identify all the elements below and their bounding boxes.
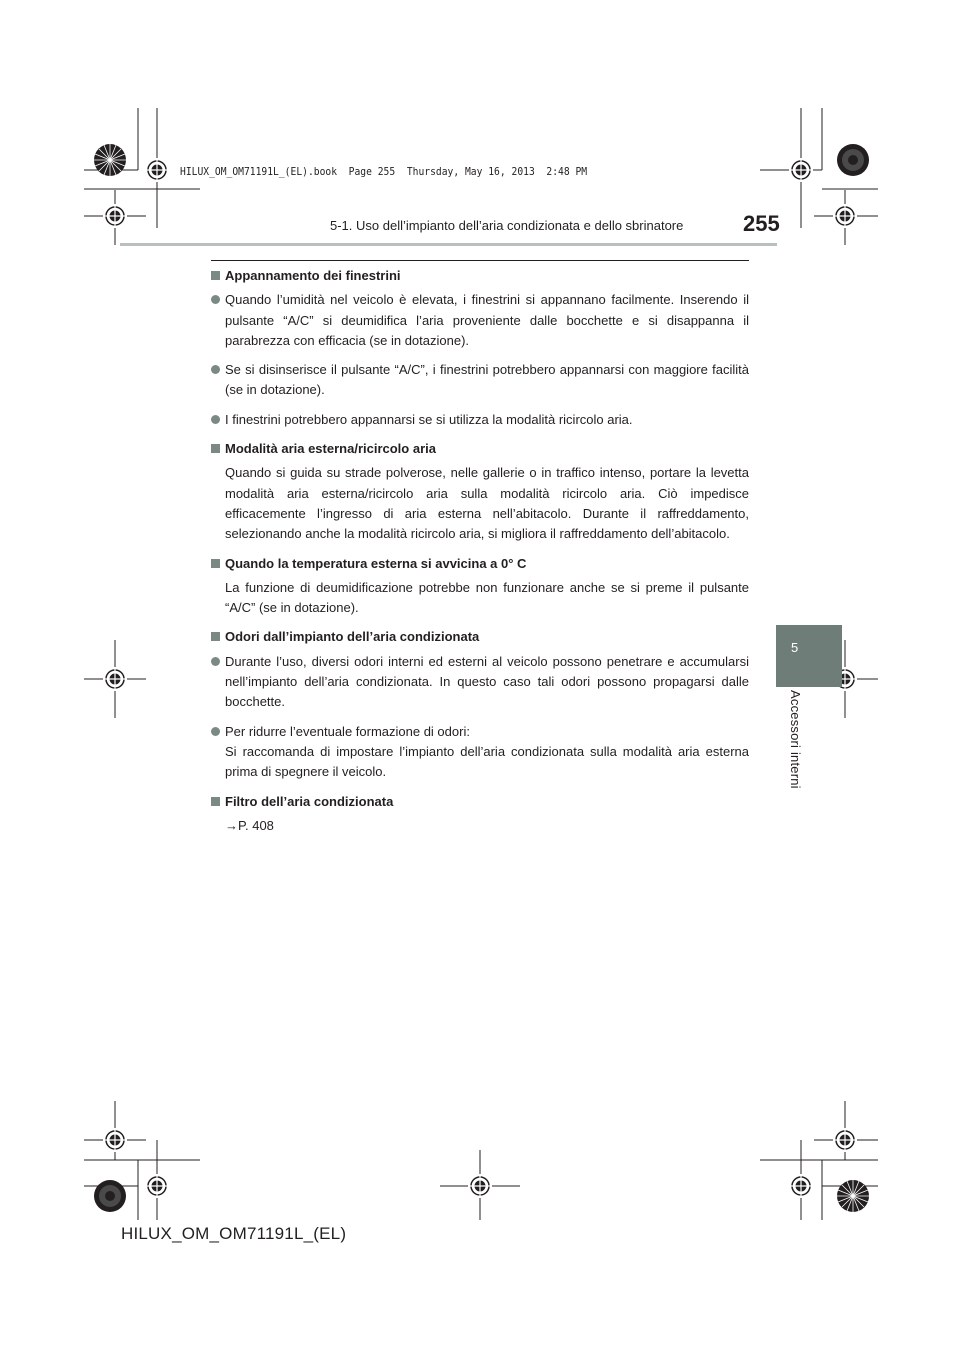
round-bullet-icon	[211, 415, 220, 424]
chapter-label: Accessori interni	[788, 690, 803, 789]
square-bullet-icon	[211, 559, 220, 568]
bullet-item: Per ridurre l’eventuale formazione di odori: Si raccomanda di impostare l’impianto dell’aria condizionata sulla modalità aria esterna prima di spegnere il veicolo.	[211, 722, 749, 783]
paragraph: Quando si guida su strade polverose, nelle gallerie o in traffico intenso, portare la levetta modalità aria esterna/ricircolo aria sulla modalità ricircolo aria. Ciò impedisce efficacemente l’ingresso di aria esterna nell’abitacolo. Durante il raffreddamento, selezionando anche la modalità ricircolo aria, si migliora il raffreddamento dell’abitacolo.	[225, 465, 749, 542]
section-heading: Modalità aria esterna/ricircolo aria	[211, 439, 749, 459]
page-reference: →P. 408	[225, 817, 274, 833]
content-top-rule	[211, 260, 749, 261]
paragraph: La funzione di deumidificazione potrebbe non funzionare anche se si preme il pulsante “A/C” (se in dotazione).	[225, 579, 749, 616]
round-bullet-icon	[211, 295, 220, 304]
bullet-item: Quando l’umidità nel veicolo è elevata, i finestrini si appannano facilmente. Inserendo il pulsante “A/C” si deumidifica l’aria proveniente dalle bocchette e si disappanna il parabrezza con efficacia (se in dotazione).	[211, 290, 749, 351]
crosshair-target-icon	[789, 158, 813, 182]
section-heading: Appannamento dei finestrini	[211, 266, 749, 286]
header-divider	[120, 243, 777, 246]
section-heading: Odori dall’impianto dell’aria condizionata	[211, 627, 749, 647]
crosshair-target-icon	[789, 1174, 813, 1198]
crosshair-target-icon	[833, 1128, 857, 1152]
bullet-item: Durante l’uso, diversi odori interni ed esterni al veicolo possono penetrare e accumularsi nell’impianto dell’aria condizionata. In questo caso tali odori possono propagarsi dalle bocchette.	[211, 652, 749, 713]
crosshair-target-icon	[103, 204, 127, 228]
round-bullet-icon	[211, 727, 220, 736]
bullet-item: I finestrini potrebbero appannarsi se si utilizza la modalità ricircolo aria.	[211, 410, 749, 430]
page-number: 255	[743, 211, 780, 236]
starburst-registration-icon	[94, 1180, 126, 1212]
section-heading: Quando la temperatura esterna si avvicina a 0° C	[211, 554, 749, 574]
round-bullet-icon	[211, 365, 220, 374]
square-bullet-icon	[211, 444, 220, 453]
document-code-footer: HILUX_OM_OM71191L_(EL)	[121, 1224, 347, 1243]
crosshair-target-icon	[103, 1128, 127, 1152]
section-heading: Filtro dell’aria condizionata	[211, 792, 749, 812]
bullet-item: Se si disinserisce il pulsante “A/C”, i finestrini potrebbero appannarsi con maggiore facilità (se in dotazione).	[211, 360, 749, 401]
crosshair-target-icon	[833, 204, 857, 228]
square-bullet-icon	[211, 632, 220, 641]
round-bullet-icon	[211, 657, 220, 666]
section-title: 5-1. Uso dell’impianto dell’aria condizionata e dello sbrinatore	[330, 218, 684, 233]
crosshair-target-icon	[103, 667, 127, 691]
page-content	[211, 266, 749, 845]
chapter-number: 5	[791, 640, 799, 655]
starburst-registration-icon	[837, 1180, 869, 1212]
square-bullet-icon	[211, 797, 220, 806]
square-bullet-icon	[211, 271, 220, 280]
chapter-tab	[776, 625, 842, 687]
starburst-registration-icon	[837, 144, 869, 176]
crosshair-target-icon	[468, 1174, 492, 1198]
starburst-registration-icon	[94, 144, 126, 176]
crosshair-target-icon	[145, 1174, 169, 1198]
crosshair-target-icon	[145, 158, 169, 182]
book-file-info: HILUX_OM_OM71191L_(EL).book Page 255 Thursday, May 16, 2013 2:48 PM	[180, 166, 588, 178]
